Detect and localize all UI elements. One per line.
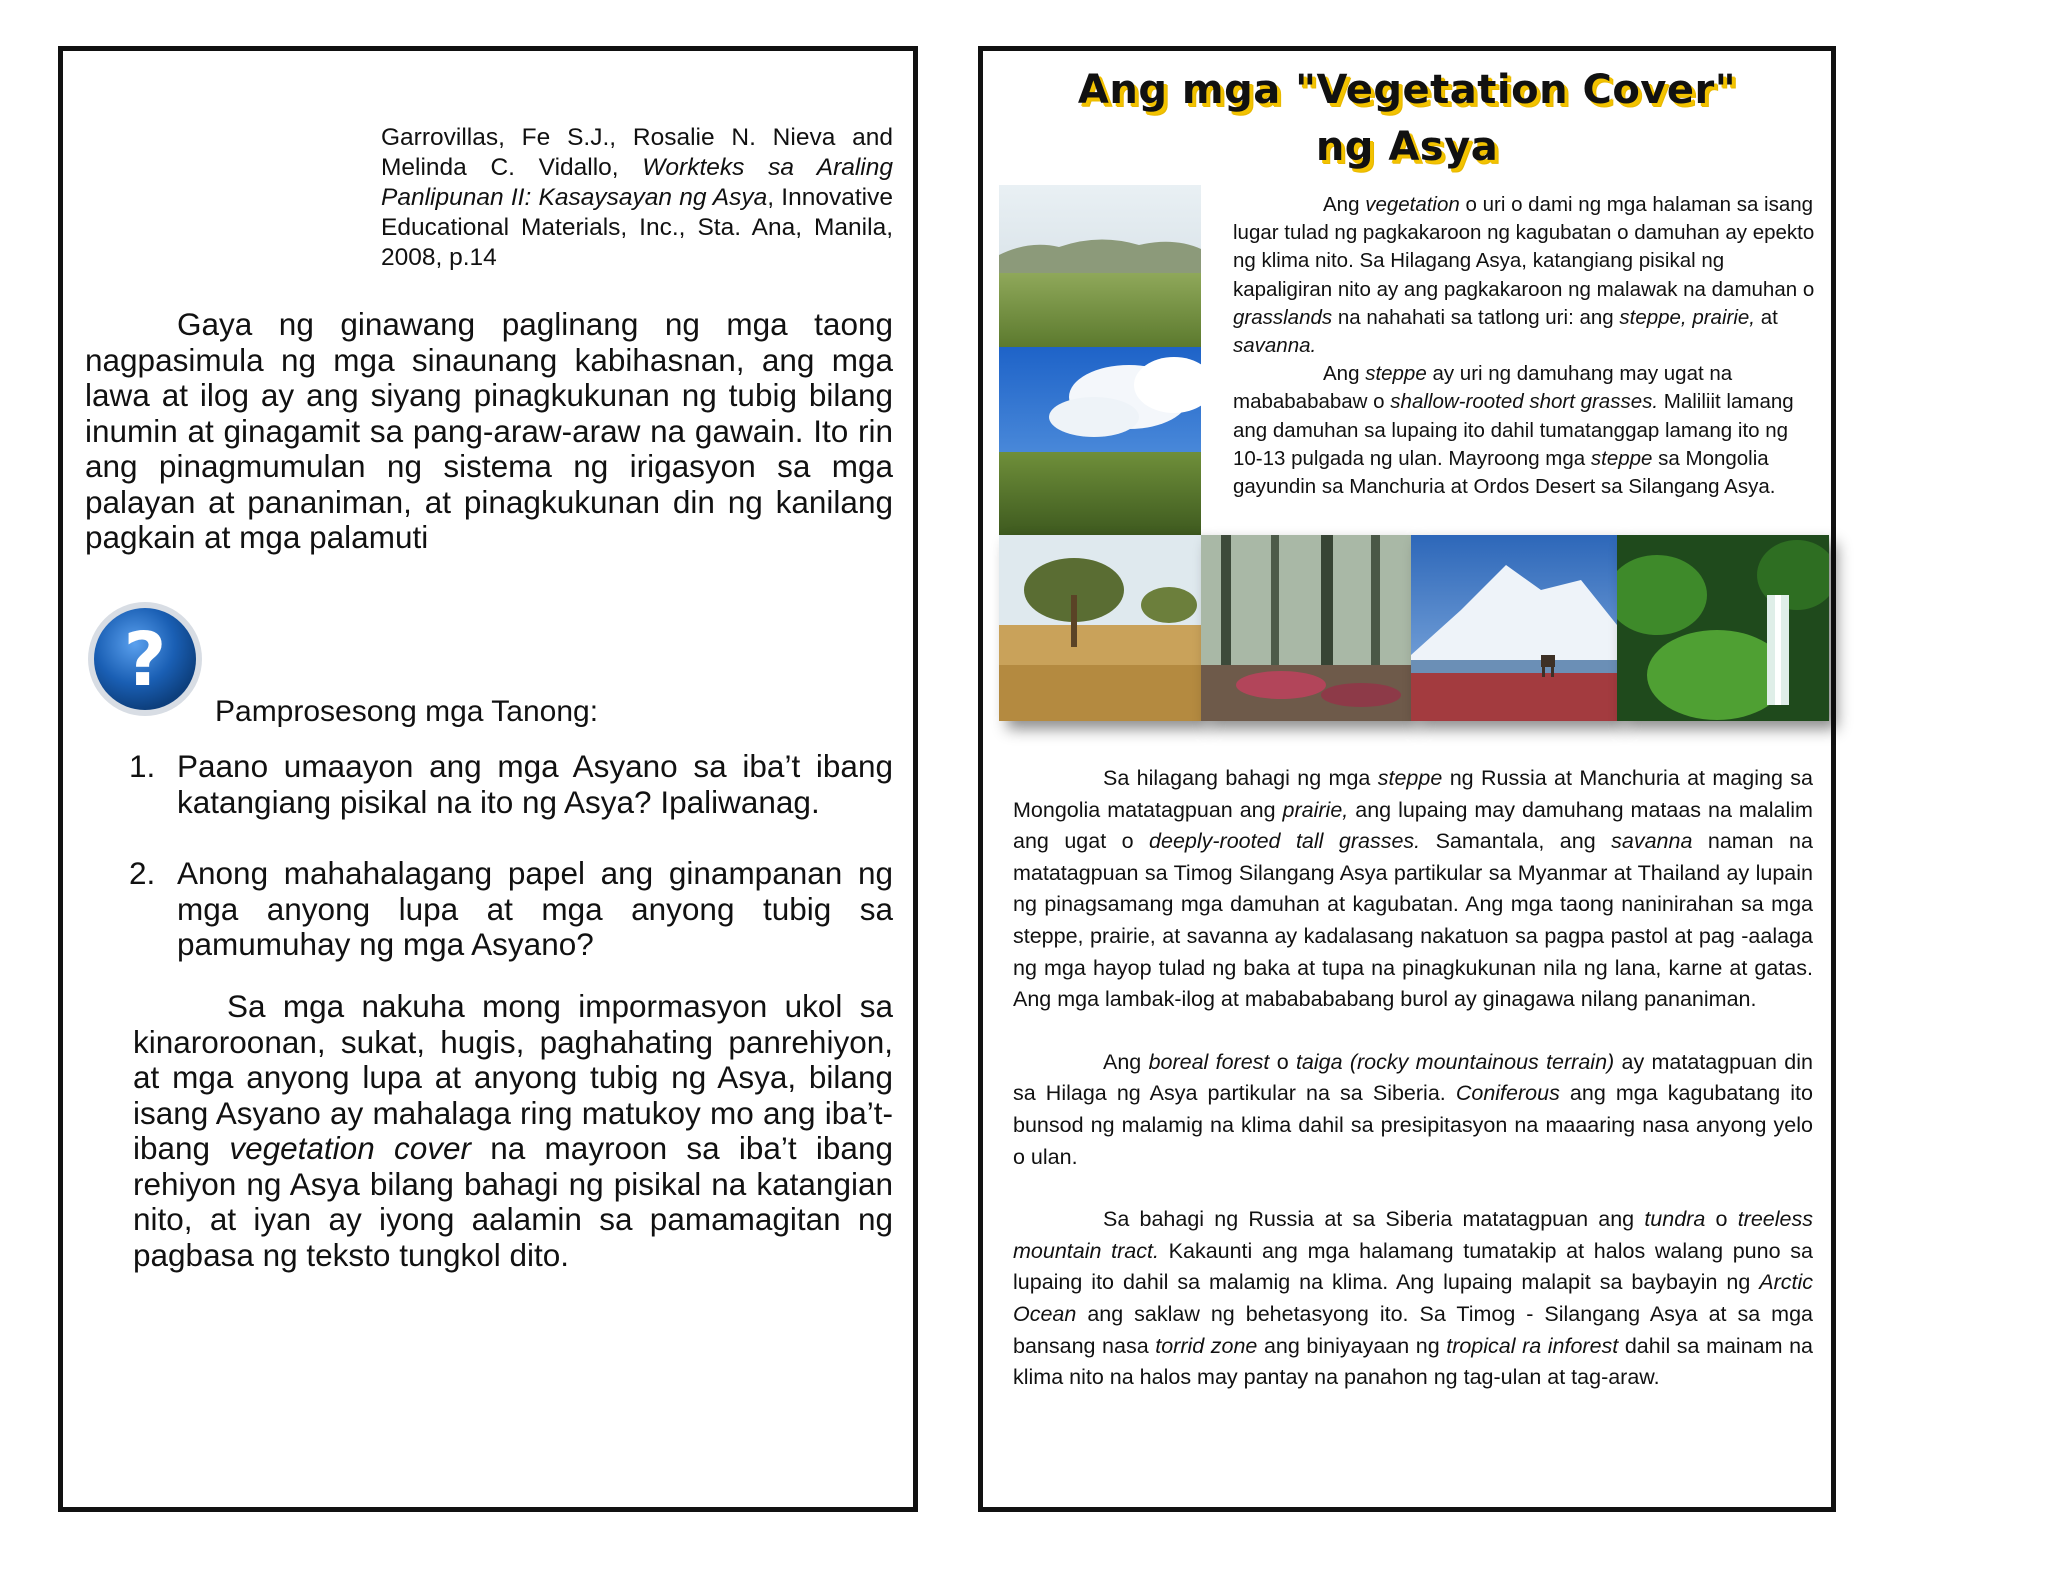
citation-title: Workteks sa Araling Panlipunan II: Kasaysayan ng Asya	[381, 154, 894, 211]
italic-term: vegetation	[1365, 193, 1460, 216]
vegetation-intro-text	[1233, 191, 1823, 501]
svg-text:?: ?	[123, 617, 167, 703]
forest-photo	[1201, 535, 1411, 721]
italic-term: grasslands	[1233, 305, 1333, 329]
page-title-line2: ng Asya	[1315, 124, 1499, 170]
closing-text-a: Sa mga nakuha mong impormasyon ukol sa kinaroroonan, sukat, hugis, paghahating panrehiyon, at mga anyong lupa at anyong tubig ng Asya, bilang isang Asyano ay mahalaga ring matukoy mo ang iba’t-ibang	[133, 988, 893, 1166]
text-span: ng Russia at Manchuria at maging sa Mongolia matatagpuan ang	[1013, 766, 1813, 822]
citation-publisher: , Innovative Educational Materials, Inc., Sta. Ana, Manila, 2008, p.14	[381, 184, 893, 271]
list-item	[129, 749, 893, 820]
text-span: o uri o dami ng mga halaman sa isang lugar tulad ng pagkakaroon ng kagubatan o damuhan ay epekto ng klima nito. Sa Hilagang Asya, katangiang pisikal ng kapaligiran nito ay ang pagkakaroon ng malawak na damuhan o	[1233, 193, 1815, 301]
italic-term: treeless mountain tract.	[1013, 1207, 1813, 1263]
text-span: Sa hilagang bahagi ng mga	[1103, 766, 1371, 790]
italic-term: boreal forest	[1148, 1049, 1270, 1074]
text-span: Sa bahagi ng Russia at sa Siberia matatagpuan ang	[1103, 1207, 1635, 1232]
list-item	[129, 856, 893, 963]
paragraph-vegetation	[1233, 191, 1823, 360]
italic-term: taiga (rocky mountainous terrain)	[1295, 1049, 1615, 1074]
italic-term: savanna.	[1233, 334, 1317, 358]
text-span: Ang	[1323, 193, 1360, 216]
text-span: dahil sa mainam na klima nito na halos may pantay na panahon ng tag-ulan at tag-araw.	[1013, 1333, 1813, 1390]
text-span: na nahahati sa tatlong uri: ang	[1337, 305, 1614, 329]
italic-term: steppe	[1590, 446, 1653, 470]
vegetation-details-text	[1013, 763, 1813, 1394]
text-span: Maliliit lamang ang damuhan sa lupaing ito dahil tumatanggap lamang ito ng 10-13 pulgada ng ulan. Mayroong mga	[1233, 390, 1794, 470]
italic-term: Coniferous	[1455, 1081, 1560, 1106]
italic-term: savanna	[1611, 829, 1693, 854]
citation-authors: Garrovillas, Fe S.J., Rosalie N. Nieva and Melinda C. Vidallo,	[381, 124, 893, 181]
intro-paragraph: Gaya ng ginawang paglinang ng mga taong nagpasimula ng mga sinaunang kabihasnan, ang mga lawa at ilog ay ang siyang pinagkukunan ng tubig bilang inumin at ginagamit sa pang-araw-araw na gawain. Ito rin ang pinagmumulan ng sistema ng irigasyon sa mga palayan at pananiman, at pinagkukunan din ng kanilang pagkain at mga palamuti	[85, 306, 893, 555]
question-number: 1.	[129, 748, 156, 784]
closing-paragraph	[133, 989, 893, 1273]
text-span: ay uri ng damuhang may ugat na mababababaw o	[1233, 362, 1733, 414]
italic-term: prairie,	[1282, 797, 1349, 822]
questions-label: Pamprosesong mga Tanong:	[215, 695, 599, 728]
italic-term: tundra	[1644, 1207, 1706, 1232]
text-span: o	[1276, 1049, 1289, 1074]
italic-term: Arctic Ocean	[1013, 1270, 1813, 1326]
question-text: Anong mahahalagang papel ang ginampanan ng mga anyong lupa at mga anyong tubig sa pamumuhay ng mga Asyano?	[177, 855, 893, 962]
closing-italic: vegetation cover	[229, 1130, 471, 1166]
text-span: at	[1760, 305, 1778, 329]
italic-term: steppe	[1377, 766, 1443, 790]
italic-term: deeply-rooted tall grasses.	[1149, 829, 1421, 854]
page-title: Ang mga "Vegetation Cover"	[1077, 67, 1737, 113]
sky-grass-photo	[999, 347, 1201, 535]
closing-text-b: na mayroon sa iba’t ibang rehiyon ng Asya bilang bahagi ng pisikal na katangian nito, at iyan ay iyong aalamin sa pamamagitan ng pagbasa ng teksto tungkol dito.	[133, 1130, 893, 1273]
italic-term: torrid zone	[1155, 1333, 1258, 1358]
text-span: Ang	[1323, 362, 1360, 386]
tundra-photo	[1411, 535, 1617, 721]
text-span: naman na matatagpuan sa Timog Silangang Asya partikular sa Myanmar at Thailand ay lupain ng pinagsamang mga damuhan at kagubatan. Ang mga taong naninirahan sa mga steppe, prairie, at savanna ay kadalasang nakatuon sa pagpa pastol at pag -aalaga ng mga hayop tulad ng baka at tupa na pinagkukunan nila ng lana, karne at gatas. Ang mga lambak-ilog at mababababang burol ay ginagawa nilang pananiman.	[1013, 829, 1813, 1012]
paragraph-prairie-savanna	[1013, 763, 1813, 1016]
text-span: o	[1715, 1207, 1728, 1232]
grassland-photo	[999, 185, 1201, 347]
text-span: ang saklaw ng behetasyong ito. Sa Timog - Silangang Asya at sa mga bansang nasa	[1013, 1301, 1813, 1358]
paragraph-steppe	[1233, 360, 1823, 501]
question-mark-icon	[85, 599, 205, 719]
text-span: sa Mongolia gayundin sa Manchuria at Ordos Desert sa Silangang Asya.	[1233, 446, 1776, 499]
italic-term: steppe, prairie,	[1619, 305, 1755, 329]
paragraph-boreal-forest	[1013, 1047, 1813, 1173]
text-span: ang biniyayaan ng	[1263, 1333, 1440, 1358]
question-number: 2.	[129, 855, 156, 891]
text-span: ang lupaing may damuhang mataas na malalim ang ugat o	[1013, 797, 1813, 854]
right-page	[978, 46, 1836, 1512]
italic-term: steppe	[1365, 362, 1427, 386]
text-span: Kakaunti ang mga halamang tumatakip at halos walang puno sa lupaing ito dahil sa malamig na klima. Ang lupaing malapit sa baybayin ng	[1013, 1238, 1813, 1295]
savanna-photo	[999, 535, 1201, 721]
paragraph-tundra-rainforest	[1013, 1204, 1813, 1394]
italic-term: shallow-rooted short grasses.	[1390, 390, 1659, 414]
text-span: ay matatagpuan din sa Hilaga ng Asya partikular na sa Siberia.	[1013, 1049, 1813, 1106]
text-span: Ang	[1103, 1049, 1142, 1074]
questions-list	[129, 749, 893, 999]
citation	[381, 123, 893, 273]
question-text: Paano umaayon ang mga Asyano sa iba’t ibang katangiang pisikal na ito ng Asya? Ipaliwanag.	[177, 748, 893, 820]
text-span: Samantala, ang	[1435, 829, 1596, 854]
rainforest-photo	[1617, 535, 1829, 721]
italic-term: tropical ra inforest	[1446, 1333, 1619, 1358]
text-span: ang mga kagubatang ito bunsod ng malamig na klima dahil sa presipitasyon na maaaring nasa anyong yelo o ulan.	[1013, 1081, 1813, 1169]
left-page	[58, 46, 918, 1512]
